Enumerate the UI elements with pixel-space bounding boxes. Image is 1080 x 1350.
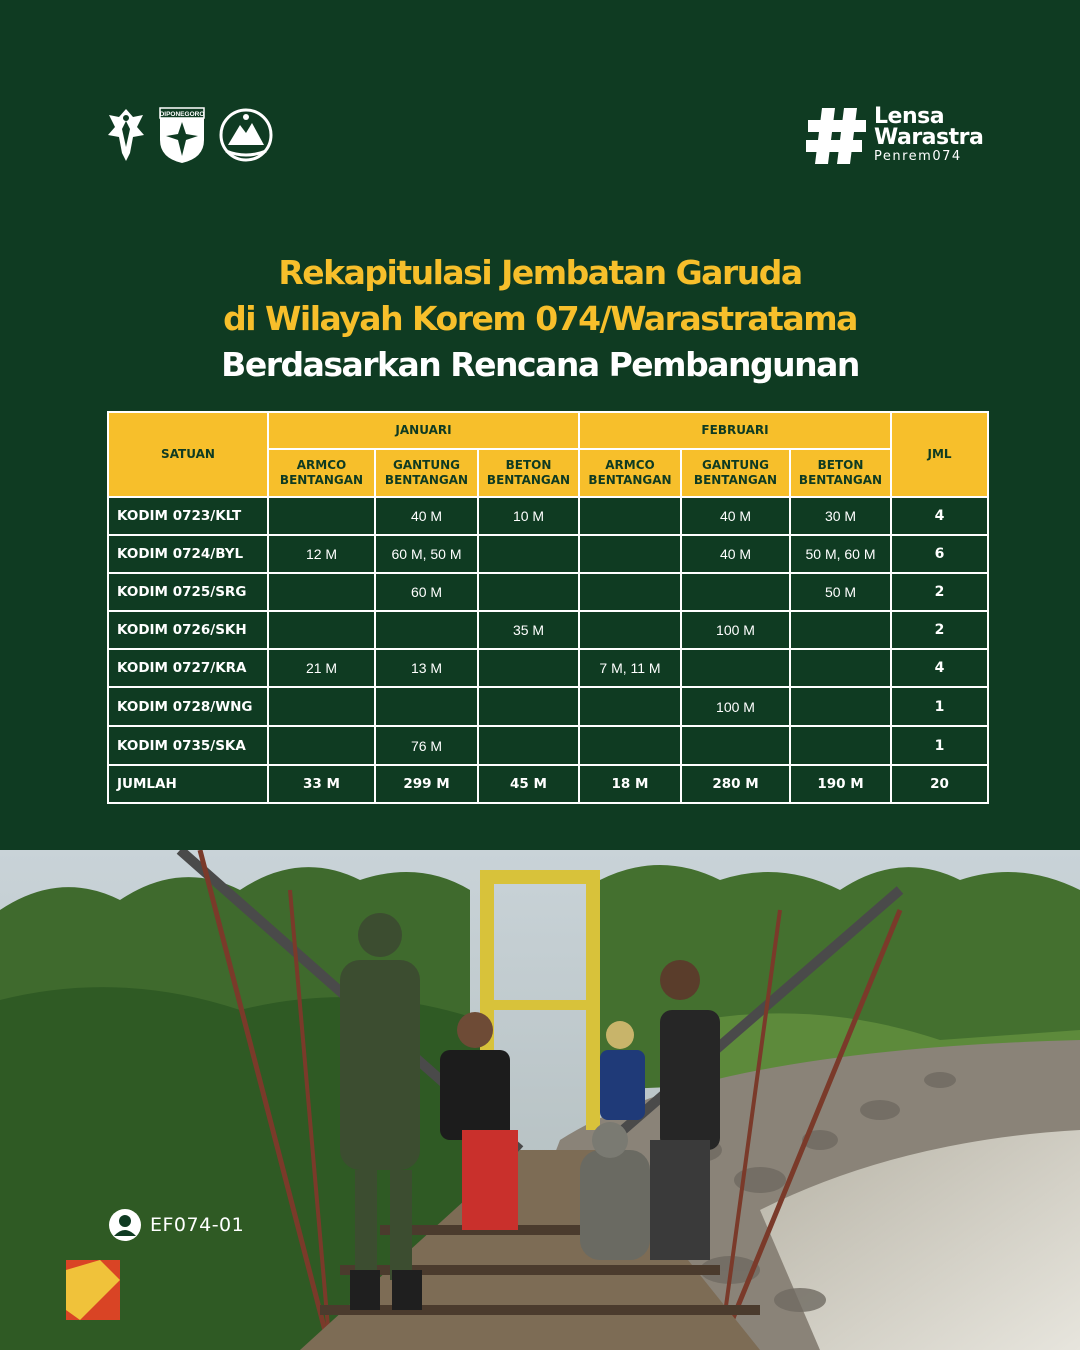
header-jml: JML [891, 412, 988, 497]
title-line-2: di Wilayah Korem 074/Warastratama [223, 299, 857, 338]
total-cell: 190 M [790, 765, 891, 803]
brand-handle: Penrem074 [874, 149, 962, 164]
bridge-construction-photo [0, 850, 1080, 1350]
table-cell [268, 573, 375, 611]
total-cell: 45 M [478, 765, 579, 803]
logo-group [106, 106, 274, 164]
header-month-januari: JANUARI [268, 412, 579, 449]
table-cell [375, 687, 478, 726]
row-unit: KODIM 0726/SKH [108, 611, 268, 649]
user-icon [108, 1208, 142, 1242]
page-title [0, 250, 1080, 388]
diponegoro-emblem [158, 106, 206, 164]
header-type-line: BENTANGAN [798, 473, 883, 487]
header-type-line: BETON [817, 458, 864, 472]
header-month-februari: FEBRUARI [579, 412, 891, 449]
table-row [108, 573, 988, 611]
row-jml: 2 [891, 573, 988, 611]
table-cell [681, 573, 790, 611]
table-cell: 10 M [478, 497, 579, 535]
table-cell [478, 687, 579, 726]
table-cell [681, 649, 790, 687]
header-type-line: BETON [505, 458, 552, 472]
hash-icon [806, 106, 868, 166]
row-jml: 6 [891, 535, 988, 573]
garuda-emblem [106, 107, 146, 163]
table-cell [790, 726, 891, 765]
table-cell: 60 M [375, 573, 478, 611]
row-unit: KODIM 0728/WNG [108, 687, 268, 726]
table-cell [790, 611, 891, 649]
table-cell: 12 M [268, 535, 375, 573]
title-line-1: Rekapitulasi Jembatan Garuda [278, 253, 802, 292]
table-row [108, 726, 988, 765]
header-type [579, 449, 681, 497]
table-cell [268, 611, 375, 649]
table-cell [579, 687, 681, 726]
korem-074-emblem [218, 107, 274, 163]
header-type-line: BENTANGAN [384, 473, 469, 487]
table-cell: 60 M, 50 M [375, 535, 478, 573]
table-cell: 21 M [268, 649, 375, 687]
total-cell: 299 M [375, 765, 478, 803]
row-unit: KODIM 0725/SRG [108, 573, 268, 611]
table-cell: 7 M, 11 M [579, 649, 681, 687]
table-row [108, 687, 988, 726]
total-label: JUMLAH [108, 765, 268, 803]
header-type [375, 449, 478, 497]
lensa-warastra-brand [806, 106, 1006, 168]
table-cell [478, 649, 579, 687]
table-cell: 76 M [375, 726, 478, 765]
recap-table [107, 411, 989, 804]
row-unit: KODIM 0724/BYL [108, 535, 268, 573]
row-unit: KODIM 0727/KRA [108, 649, 268, 687]
photo-credit-text: EF074-01 [150, 1214, 245, 1236]
header-type-line: BENTANGAN [486, 473, 571, 487]
brand-line-2: Warastra [874, 125, 984, 150]
row-jml: 1 [891, 687, 988, 726]
table-row [108, 535, 988, 573]
table-cell [579, 611, 681, 649]
table-cell: 40 M [375, 497, 478, 535]
table-cell [790, 687, 891, 726]
table-cell [478, 535, 579, 573]
photo-illustration [0, 850, 1080, 1350]
table-cell: 13 M [375, 649, 478, 687]
table-cell: 50 M, 60 M [790, 535, 891, 573]
row-jml: 4 [891, 497, 988, 535]
table-cell: 100 M [681, 687, 790, 726]
header-type-line: GANTUNG [701, 458, 769, 472]
row-jml: 4 [891, 649, 988, 687]
header-type [268, 449, 375, 497]
table-cell: 40 M [681, 535, 790, 573]
header-type [790, 449, 891, 497]
table-cell: 100 M [681, 611, 790, 649]
header-satuan: SATUAN [108, 412, 268, 497]
table-cell [478, 726, 579, 765]
table-cell [268, 687, 375, 726]
header-type-line: ARMCO [296, 458, 347, 472]
header-type-line: ARMCO [605, 458, 655, 472]
total-cell: 18 M [579, 765, 681, 803]
table-cell [790, 649, 891, 687]
total-jml: 20 [891, 765, 988, 803]
table-cell: 30 M [790, 497, 891, 535]
total-row [108, 765, 988, 803]
total-cell: 33 M [268, 765, 375, 803]
total-cell: 280 M [681, 765, 790, 803]
row-unit: KODIM 0735/SKA [108, 726, 268, 765]
table-cell [478, 573, 579, 611]
header-type-line: BENTANGAN [279, 473, 364, 487]
brand-line-1: Lensa [874, 104, 945, 129]
table-row [108, 497, 988, 535]
table-cell [375, 611, 478, 649]
table-cell [268, 726, 375, 765]
photo-credit [108, 1208, 244, 1242]
row-jml: 1 [891, 726, 988, 765]
table-cell [579, 573, 681, 611]
header-type-line: BENTANGAN [588, 473, 672, 487]
row-jml: 2 [891, 611, 988, 649]
header-type-line: GANTUNG [392, 458, 460, 472]
header-type-line: BENTANGAN [693, 473, 778, 487]
table-cell: 40 M [681, 497, 790, 535]
table-cell: 35 M [478, 611, 579, 649]
header-type [681, 449, 790, 497]
table-cell [579, 497, 681, 535]
table-cell [579, 535, 681, 573]
table-cell: 50 M [790, 573, 891, 611]
table-row [108, 611, 988, 649]
table-cell [268, 497, 375, 535]
title-line-3: Berdasarkan Rencana Pembangunan [221, 345, 859, 384]
diponegoro-emblem-text: DIPONEGORO [159, 111, 205, 118]
table-cell [681, 726, 790, 765]
table-cell [579, 726, 681, 765]
row-unit: KODIM 0723/KLT [108, 497, 268, 535]
header-type [478, 449, 579, 497]
table-row [108, 649, 988, 687]
